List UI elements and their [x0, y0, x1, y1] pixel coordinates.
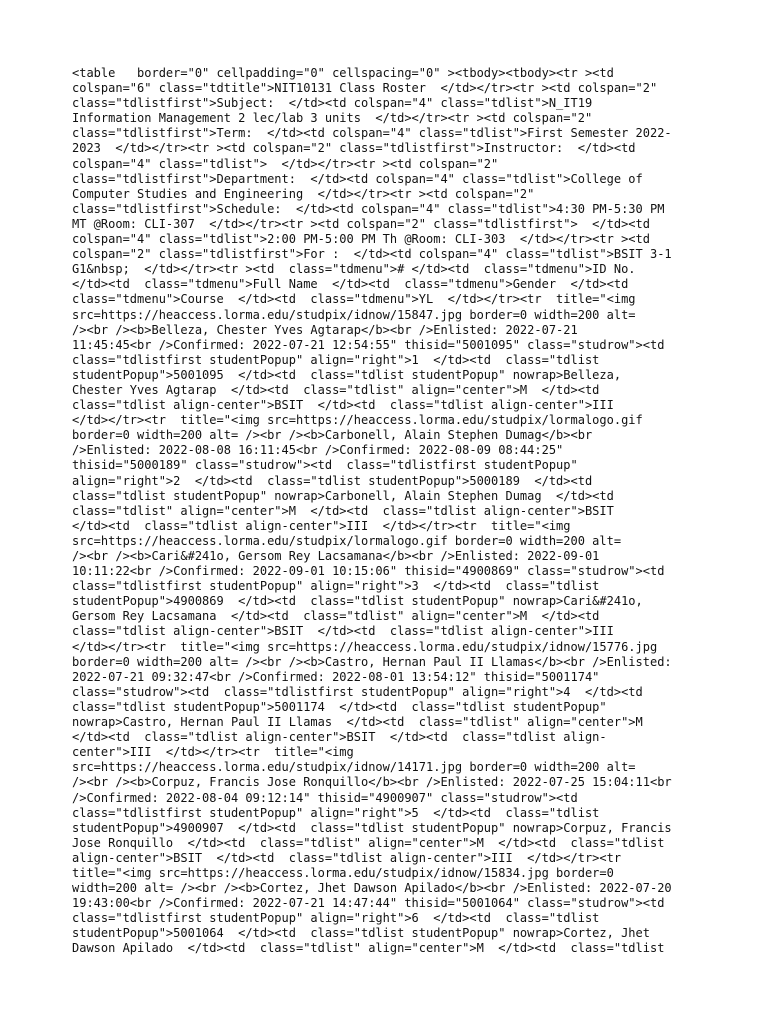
- document-line: Dawson Apilado </td><td class="tdlist" align="center">M </td><td class="tdlist: [72, 941, 665, 956]
- document-line: class="tdlistfirst studentPopup" align="right">6 </td><td class="tdlist: [72, 911, 600, 926]
- document-line: class="tdlistfirst studentPopup" align="right">1 </td><td class="tdlist: [72, 352, 600, 367]
- document-line: studentPopup">5001064 </td><td class="tdlist studentPopup" nowrap>Cortez, Jhet: [72, 926, 650, 941]
- document-line: align="right">2 </td><td class="tdlist studentPopup">5000189 </td><td: [72, 473, 593, 488]
- document-line: Chester Yves Agtarap </td><td class="tdlist" align="center">M </td><td: [72, 382, 600, 397]
- document-line: G1&nbsp; </td></tr><tr ><td class="tdmenu"># </td><td class="tdmenu">ID No.: [72, 262, 636, 277]
- document-line: </td></tr><tr title="<img src=https://heaccess.lorma.edu/studpix/lormalogo.gif: [72, 413, 643, 428]
- document-line: 2022-07-21 09:32:47<br />Confirmed: 2022-08-01 13:54:12" thisid="5001174": [72, 669, 600, 684]
- document-line: class="tdlistfirst studentPopup" align="right">5 </td><td class="tdlist: [72, 805, 600, 820]
- document-line: />Confirmed: 2022-08-04 09:12:14" thisid="4900907" class="studrow"><td: [72, 790, 578, 805]
- document-line: studentPopup">4900869 </td><td class="tdlist studentPopup" nowrap>Cari&#241o,: [72, 594, 643, 609]
- document-line: class="studrow"><td class="tdlistfirst studentPopup" align="right">4 </td><td: [72, 684, 643, 699]
- document-line: class="tdlist studentPopup">5001174 </td><td class="tdlist studentPopup": [72, 699, 607, 714]
- document-line: 11:45:45<br />Confirmed: 2022-07-21 12:54:55" thisid="5001095" class="studrow"><td: [72, 337, 665, 352]
- document-line: class="tdmenu">Course </td><td class="tdmenu">YL </td></tr><tr title="<img: [72, 292, 636, 307]
- document-line: colspan="2" class="tdlistfirst">For : </td><td colspan="4" class="tdlist">BSIT 3-1: [72, 247, 672, 262]
- document-line: studentPopup">5001095 </td><td class="tdlist studentPopup" nowrap>Belleza,: [72, 367, 622, 382]
- document-line: class="tdlistfirst studentPopup" align="right">3 </td><td class="tdlist: [72, 579, 600, 594]
- document-line: 19:43:00<br />Confirmed: 2022-07-21 14:47:44" thisid="5001064" class="studrow"><td: [72, 896, 665, 911]
- document-line: title="<img src=https://heaccess.lorma.edu/studpix/idnow/15834.jpg border=0: [72, 865, 614, 880]
- document-line: class="tdlistfirst">Schedule: </td><td colspan="4" class="tdlist">4:30 PM-5:30 PM: [72, 201, 665, 216]
- document-line: class="tdlist align-center">BSIT </td><td class="tdlist align-center">III: [72, 624, 614, 639]
- document-line: colspan="6" class="tdtitle">NIT10131 Class Roster </td></tr><tr ><td colspan="2": [72, 81, 658, 96]
- document-line: </td></tr><tr title="<img src=https://heaccess.lorma.edu/studpix/idnow/15776.jpg: [72, 639, 658, 654]
- document-line: Jose Ronquillo </td><td class="tdlist" align="center">M </td><td class="tdlist: [72, 835, 665, 850]
- document-line: src=https://heaccess.lorma.edu/studpix/lormalogo.gif border=0 width=200 alt=: [72, 533, 622, 548]
- document-line: center">III </td></tr><tr title="<img: [72, 745, 354, 760]
- document-line: colspan="4" class="tdlist">2:00 PM-5:00 PM Th @Room: CLI-303 </td></tr><tr ><td: [72, 232, 650, 247]
- document-line: Computer Studies and Engineering </td></tr><tr ><td colspan="2": [72, 186, 535, 201]
- document-line: <table border="0" cellpadding="0" cellspacing="0" ><tbody><tbody><tr ><td: [72, 66, 614, 80]
- document-line: border=0 width=200 alt= /><br /><b>Carbonell, Alain Stephen Dumag</b><br: [72, 428, 593, 443]
- document-line: thisid="5000189" class="studrow"><td class="tdlistfirst studentPopup": [72, 458, 578, 473]
- document-line: align-center">BSIT </td><td class="tdlist align-center">III </td></tr><tr: [72, 850, 622, 865]
- document-line: /><br /><b>Corpuz, Francis Jose Ronquillo</b><br />Enlisted: 2022-07-25 15:04:11<br: [72, 775, 672, 790]
- document-line: studentPopup">4900907 </td><td class="tdlist studentPopup" nowrap>Corpuz, Francis: [72, 820, 672, 835]
- document-line: /><br /><b>Cari&#241o, Gersom Rey Lacsamana</b><br />Enlisted: 2022-09-01: [72, 549, 600, 563]
- document-line: class="tdlistfirst">Subject: </td><td colspan="4" class="tdlist">N_IT19: [72, 96, 593, 111]
- document-line: class="tdlistfirst">Department: </td><td colspan="4" class="tdlist">College of: [72, 171, 643, 186]
- document-line: 2023 </td></tr><tr ><td colspan="2" class="tdlistfirst">Instructor: </td><td: [72, 141, 636, 156]
- document-line: Gersom Rey Lacsamana </td><td class="tdlist" align="center">M </td><td: [72, 609, 600, 624]
- document-line: </td><td class="tdmenu">Full Name </td><td class="tdmenu">Gender </td><td: [72, 277, 629, 292]
- document-line: src=https://heaccess.lorma.edu/studpix/idnow/15847.jpg border=0 width=200 alt=: [72, 307, 636, 322]
- document-line: src=https://heaccess.lorma.edu/studpix/idnow/14171.jpg border=0 width=200 alt=: [72, 760, 636, 775]
- document-line: width=200 alt= /><br /><b>Cortez, Jhet Dawson Apilado</b><br />Enlisted: 2022-07-20: [72, 881, 672, 896]
- document-line: </td><td class="tdlist align-center">III </td></tr><tr title="<img: [72, 518, 571, 533]
- document-line: Information Management 2 lec/lab 3 units </td></tr><tr ><td colspan="2": [72, 111, 593, 126]
- document-line: nowrap>Castro, Hernan Paul II Llamas </td><td class="tdlist" align="center">M: [72, 715, 643, 730]
- document-line: class="tdlist studentPopup" nowrap>Carbonell, Alain Stephen Dumag </td><td: [72, 488, 614, 503]
- document-line: class="tdlist" align="center">M </td><td class="tdlist align-center">BSIT: [72, 503, 614, 518]
- document-line: 10:11:22<br />Confirmed: 2022-09-01 10:15:06" thisid="4900869" class="studrow"><td: [72, 564, 665, 579]
- document-line: border=0 width=200 alt= /><br /><b>Castro, Hernan Paul II Llamas</b><br />Enlisted:: [72, 654, 672, 669]
- document-line: />Enlisted: 2022-08-08 16:11:45<br />Confirmed: 2022-08-09 08:44:25": [72, 443, 564, 458]
- document-page: [72, 66, 712, 957]
- document-line: /><br /><b>Belleza, Chester Yves Agtarap</b><br />Enlisted: 2022-07-21: [72, 322, 578, 337]
- document-line: class="tdlist align-center">BSIT </td><td class="tdlist align-center">III: [72, 398, 614, 413]
- document-line: class="tdlistfirst">Term: </td><td colspan="4" class="tdlist">First Semester 2022-: [72, 126, 672, 141]
- document-line: colspan="4" class="tdlist"> </td></tr><tr ><td colspan="2": [72, 156, 499, 171]
- document-line: </td><td class="tdlist align-center">BSIT </td><td class="tdlist align-: [72, 730, 607, 745]
- document-line: MT @Room: CLI-307 </td></tr><tr ><td colspan="2" class="tdlistfirst"> </td><td: [72, 216, 650, 231]
